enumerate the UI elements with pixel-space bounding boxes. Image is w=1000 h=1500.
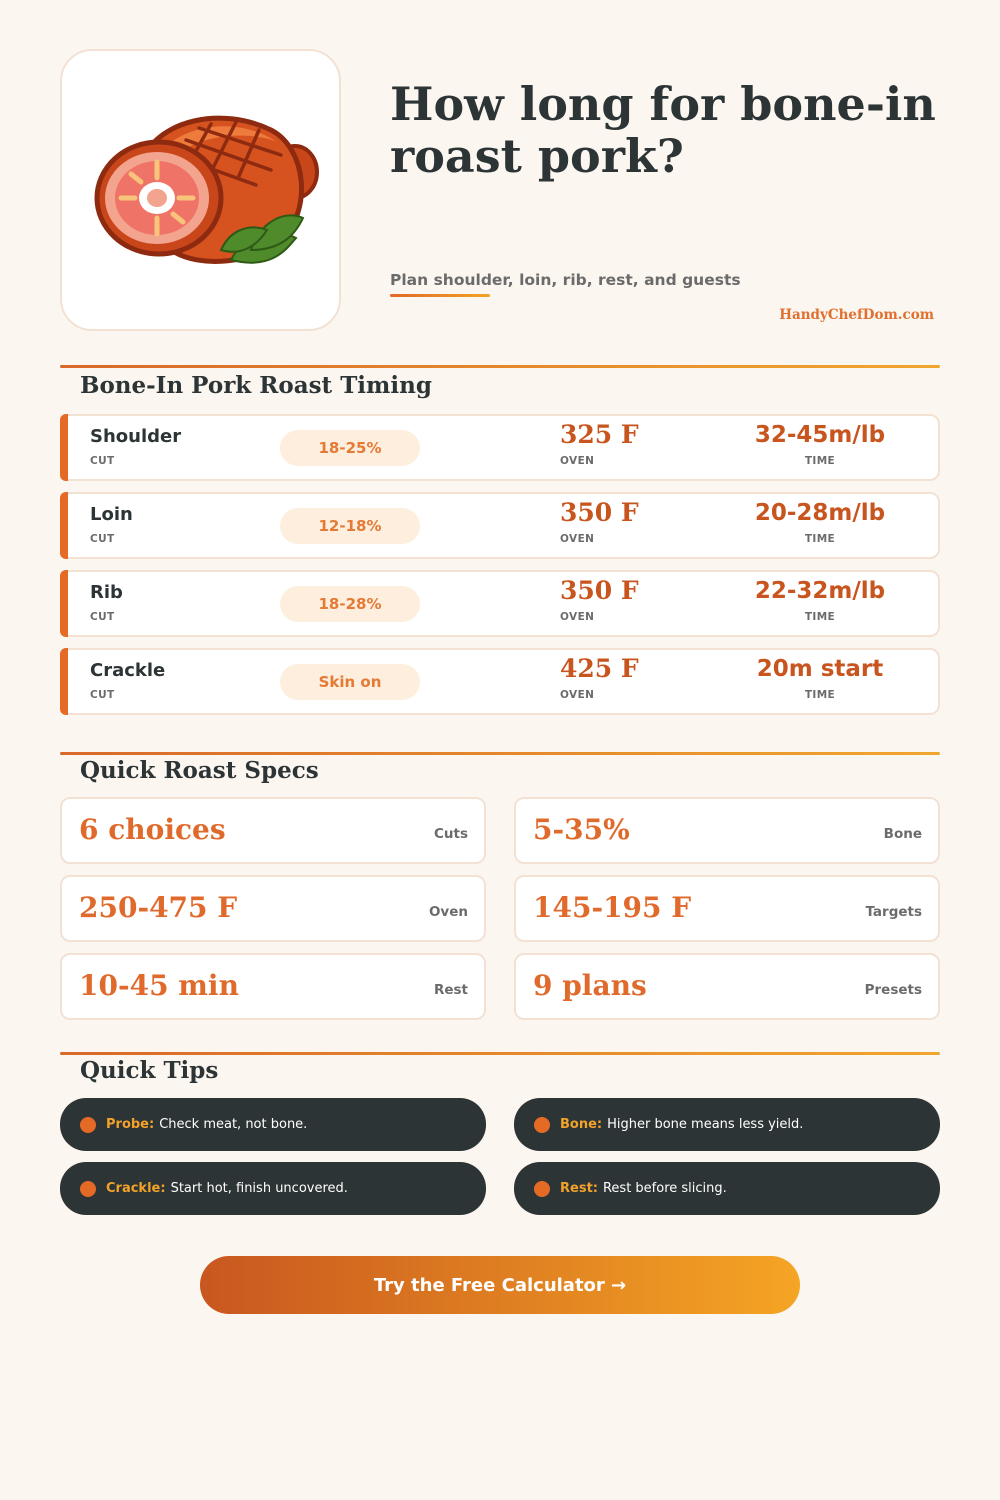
page-subtitle: Plan shoulder, loin, rib, rest, and guests [390, 271, 741, 289]
hero-image-card [60, 49, 341, 331]
tip-rest [514, 1162, 940, 1215]
page-title: How long for bone-in roast pork? [390, 77, 936, 183]
cut-name: Loin [90, 504, 133, 525]
spec-value: 10-45 min [79, 969, 239, 1002]
section-divider [60, 365, 940, 368]
spec-label: Presets [864, 982, 922, 998]
spec-card-presets [514, 953, 940, 1020]
tips-section-title: Quick Tips [80, 1057, 219, 1084]
time-label: TIME [804, 689, 836, 701]
tip-text: Rest before slicing. [602, 1181, 727, 1196]
subtitle-underline [390, 294, 490, 297]
section-divider [60, 752, 940, 755]
spec-value: 145-195 F [533, 891, 692, 924]
tip-probe [60, 1098, 486, 1151]
spec-label: Cuts [433, 826, 468, 842]
timing-row-rib [60, 570, 940, 637]
cut-label: CUT [90, 533, 115, 545]
bullet-dot-icon [80, 1181, 96, 1197]
spec-card-oven [60, 875, 486, 942]
spec-label: Oven [428, 904, 468, 920]
row-accent-bar [60, 492, 68, 559]
oven-temp: 325 F [560, 420, 639, 449]
specs-section-title: Quick Roast Specs [80, 757, 319, 784]
spec-label: Targets [865, 904, 922, 920]
cook-time: 20-28m/lb [754, 500, 886, 526]
spec-card-targets [514, 875, 940, 942]
spec-value: 6 choices [79, 813, 226, 846]
row-accent-bar [60, 570, 68, 637]
spec-label: Rest [433, 982, 468, 998]
oven-label: OVEN [560, 455, 595, 467]
tip-key: Bone: [560, 1117, 603, 1132]
timing-row-crackle [60, 648, 940, 715]
cut-label: CUT [90, 689, 115, 701]
cut-name: Rib [90, 582, 123, 603]
tip-crackle [60, 1162, 486, 1215]
oven-label: OVEN [560, 611, 595, 623]
timing-row-shoulder [60, 414, 940, 481]
time-label: TIME [804, 533, 836, 545]
bullet-dot-icon [534, 1181, 550, 1197]
cut-name: Shoulder [90, 426, 182, 447]
oven-label: OVEN [560, 689, 595, 701]
bone-percent-badge: 18-28% [280, 586, 420, 622]
bone-percent-badge: Skin on [280, 664, 420, 700]
spec-label: Bone [883, 826, 922, 842]
bullet-dot-icon [534, 1117, 550, 1133]
tip-bone [514, 1098, 940, 1151]
oven-label: OVEN [560, 533, 595, 545]
spec-value: 9 plans [533, 969, 647, 1002]
bullet-dot-icon [80, 1117, 96, 1133]
row-accent-bar [60, 648, 68, 715]
spec-card-bone [514, 797, 940, 864]
cook-time: 22-32m/lb [754, 578, 886, 604]
tip-text: Check meat, not bone. [159, 1117, 308, 1132]
cut-label: CUT [90, 611, 115, 623]
timing-row-loin [60, 492, 940, 559]
brand-link[interactable]: HandyChefDom.com [779, 307, 934, 323]
oven-temp: 350 F [560, 498, 639, 527]
roast-pork-ham-icon [81, 100, 321, 280]
cut-name: Crackle [90, 660, 166, 681]
time-label: TIME [804, 455, 836, 467]
spec-card-rest [60, 953, 486, 1020]
cook-time: 32-45m/lb [754, 422, 886, 448]
tip-key: Probe: [106, 1117, 155, 1132]
spec-value: 5-35% [533, 813, 630, 846]
spec-card-cuts [60, 797, 486, 864]
cut-label: CUT [90, 455, 115, 467]
spec-value: 250-475 F [79, 891, 238, 924]
timing-section-title: Bone-In Pork Roast Timing [80, 372, 432, 399]
oven-temp: 425 F [560, 654, 639, 683]
section-divider [60, 1052, 940, 1055]
tip-text: Start hot, finish uncovered. [170, 1181, 348, 1196]
oven-temp: 350 F [560, 576, 639, 605]
row-accent-bar [60, 414, 68, 481]
free-calculator-button[interactable]: Try the Free Calculator → [200, 1256, 800, 1314]
bone-percent-badge: 18-25% [280, 430, 420, 466]
cook-time: 20m start [756, 656, 884, 682]
bone-percent-badge: 12-18% [280, 508, 420, 544]
tip-text: Higher bone means less yield. [607, 1117, 804, 1132]
time-label: TIME [804, 611, 836, 623]
tip-key: Crackle: [106, 1181, 166, 1196]
tip-key: Rest: [560, 1181, 598, 1196]
